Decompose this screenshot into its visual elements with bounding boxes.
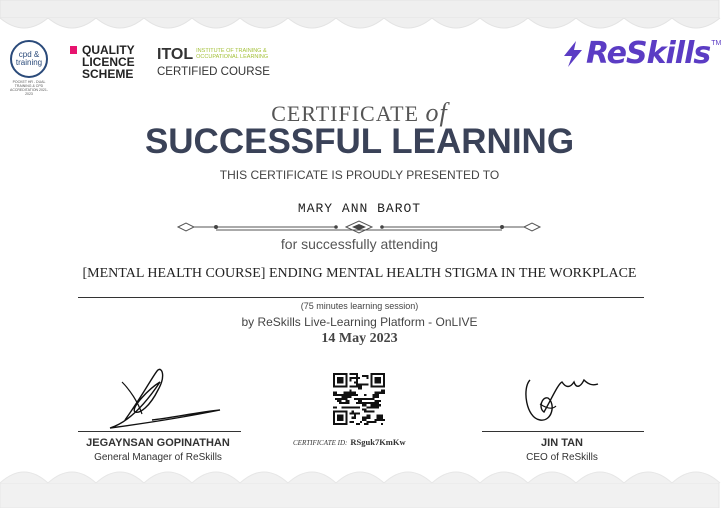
border-arch — [144, 18, 192, 28]
reskills-logo — [560, 36, 721, 71]
border-arch — [240, 472, 288, 483]
certificate-id-label: CERTIFICATE ID: — [293, 439, 348, 447]
border-arch — [48, 472, 96, 483]
border-arch — [528, 18, 576, 28]
border-arch — [48, 18, 96, 28]
cpd-accreditation-text: POCKET HR - DUAL TRAINING & CPD ACCREDITATION 2021-2023 — [10, 80, 48, 96]
itol-logo — [157, 46, 286, 78]
of-word: of — [425, 98, 448, 127]
left-signatory-name: JEGAYNSAN GOPINATHAN — [86, 437, 230, 449]
certificate-id — [293, 437, 406, 447]
itol-certified-course: CERTIFIED COURSE — [157, 66, 270, 78]
border-arch — [0, 18, 48, 28]
course-title: [MENTAL HEALTH COURSE] ENDING MENTAL HEALTH STIGMA IN THE WORKPLACE — [82, 266, 637, 281]
border-arch — [672, 18, 720, 28]
certificate-id-value: RSguk7KmKw — [350, 437, 406, 447]
left-signatory-title: General Manager of ReSkills — [94, 452, 222, 463]
qls-line-3: SCHEME — [82, 67, 134, 81]
border-arch — [0, 472, 48, 483]
right-signatory-name: JIN TAN — [541, 437, 583, 449]
certificate-word: CERTIFICATE — [271, 101, 420, 126]
recipient-name: MARY ANN BAROT — [297, 201, 422, 216]
border-arch — [192, 472, 240, 483]
border-arch — [96, 472, 144, 483]
border-arch — [96, 18, 144, 28]
border-arch — [144, 472, 192, 483]
border-arch — [576, 18, 624, 28]
border-arch — [480, 472, 528, 483]
ornament-divider — [176, 218, 542, 236]
left-signature — [100, 362, 240, 432]
cpd-logo-text: cpd & training — [15, 50, 43, 67]
itol-word: ITOL — [157, 46, 194, 63]
presented-to-text: THIS CERTIFICATE IS PROUDLY PRESENTED TO — [219, 168, 500, 182]
border-arch — [432, 472, 480, 483]
qls-line-2: LICENCE — [82, 55, 135, 69]
border-arch — [240, 18, 288, 28]
border-arch — [384, 18, 432, 28]
border-arch — [288, 472, 336, 483]
border-arch — [384, 472, 432, 483]
border-arch — [288, 18, 336, 28]
right-signature-line — [482, 431, 644, 432]
border-arch — [576, 472, 624, 483]
border-arch — [336, 18, 384, 28]
cpd-training-logo — [10, 40, 48, 78]
qr-code — [333, 373, 385, 425]
certificate-date: 14 May 2023 — [321, 331, 398, 346]
certificate-title: SUCCESSFUL LEARNING — [144, 122, 575, 161]
attending-text: for successfully attending — [280, 236, 439, 252]
border-arch — [432, 18, 480, 28]
qls-line-1: QUALITY — [82, 43, 135, 57]
border-arch — [528, 472, 576, 483]
right-signature — [512, 368, 612, 428]
trademark-mark: TM — [711, 40, 721, 47]
top-border-pattern — [0, 0, 719, 40]
course-underline — [78, 297, 644, 298]
qls-pink-mark — [70, 46, 77, 54]
right-signatory-title: CEO of ReSkills — [526, 452, 598, 463]
reskills-wordmark: ReSkills — [586, 36, 711, 71]
border-arch — [480, 18, 528, 28]
reskills-bolt-icon — [560, 40, 586, 68]
border-arch — [624, 18, 672, 28]
border-arch — [624, 472, 672, 483]
border-arch — [192, 18, 240, 28]
border-arch — [336, 472, 384, 483]
quality-licence-scheme-logo — [70, 44, 135, 80]
left-signature-line — [78, 431, 241, 432]
itol-full-name: INSTITUTE OF TRAINING & OCCUPATIONAL LEARNING — [196, 48, 269, 60]
session-length: (75 minutes learning session) — [300, 301, 419, 311]
border-arch — [672, 472, 720, 483]
platform-text: by ReSkills Live-Learning Platform - OnLIVE — [241, 315, 478, 329]
